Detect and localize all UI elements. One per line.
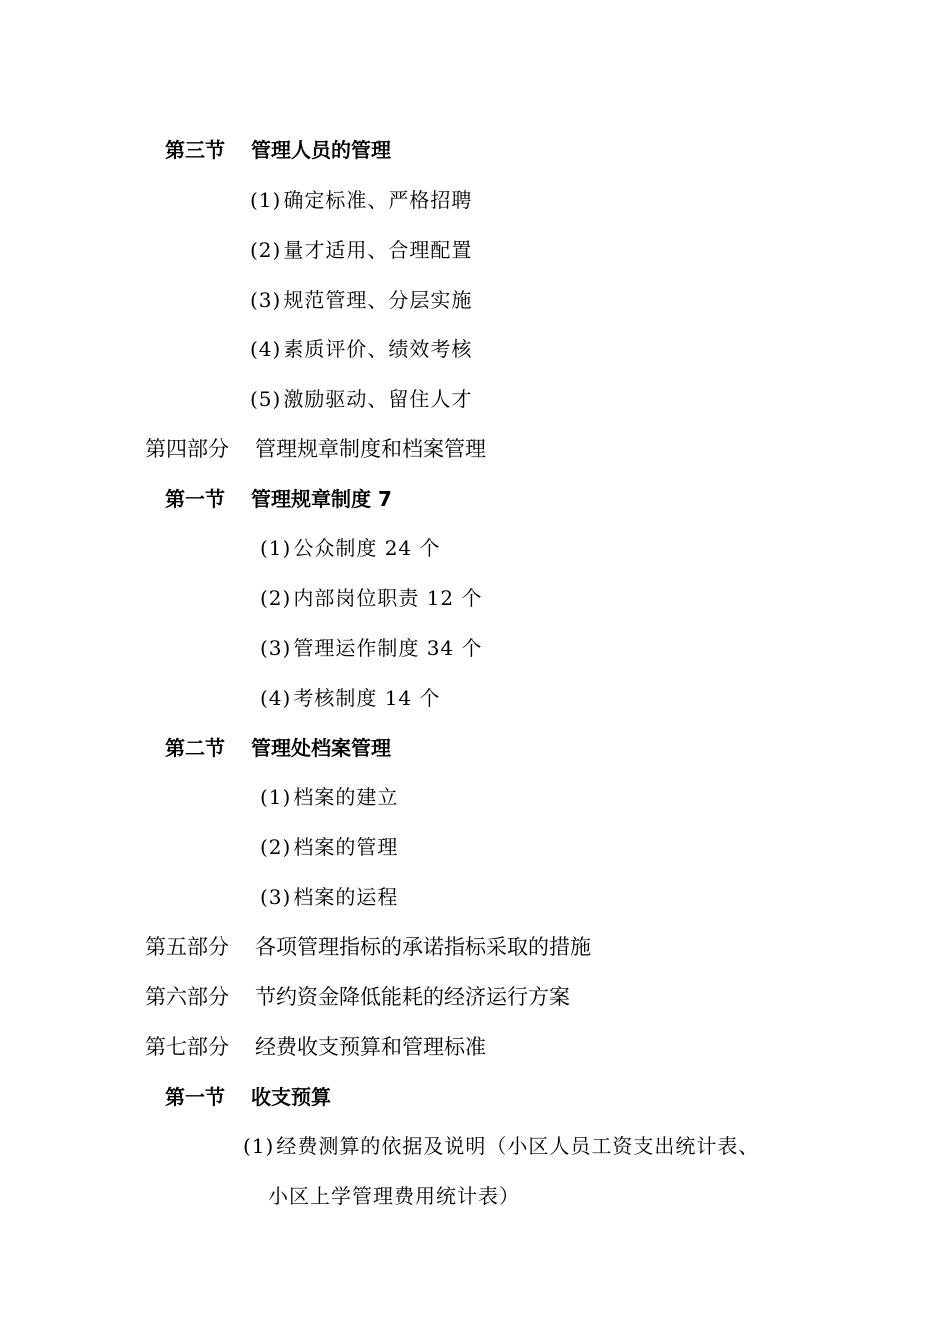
part-number: 第四部分 bbox=[145, 437, 229, 461]
item-text: 素质评价、绩效考核 bbox=[283, 337, 473, 361]
list-item bbox=[250, 339, 472, 359]
part-heading bbox=[145, 439, 486, 460]
list-item bbox=[243, 1136, 759, 1156]
item-number: (1) bbox=[260, 785, 292, 809]
list-item bbox=[260, 887, 398, 907]
section-title: 管理规章制度 7 bbox=[251, 487, 392, 511]
list-item-continuation bbox=[268, 1186, 520, 1206]
item-text: 考核制度 14 个 bbox=[293, 686, 441, 710]
list-item bbox=[260, 688, 441, 708]
item-number: (1) bbox=[260, 536, 292, 560]
section-number: 第二节 bbox=[165, 736, 225, 760]
item-number: (3) bbox=[260, 885, 292, 909]
part-heading bbox=[145, 987, 570, 1008]
section-number: 第一节 bbox=[165, 487, 225, 511]
item-number: (1) bbox=[243, 1134, 275, 1158]
section-number: 第三节 bbox=[165, 138, 225, 162]
list-item bbox=[250, 190, 472, 210]
section-heading bbox=[165, 738, 391, 758]
item-number: (3) bbox=[250, 288, 282, 312]
item-number: (3) bbox=[260, 636, 292, 660]
item-number: (4) bbox=[260, 686, 292, 710]
item-number: (2) bbox=[260, 586, 292, 610]
item-text: 档案的建立 bbox=[293, 785, 399, 809]
item-text: 档案的管理 bbox=[293, 835, 399, 859]
item-number: (4) bbox=[250, 337, 282, 361]
list-item bbox=[260, 538, 441, 558]
part-heading bbox=[145, 937, 591, 958]
list-item bbox=[260, 787, 398, 807]
list-item bbox=[250, 389, 472, 409]
item-text: 经费测算的依据及说明（小区人员工资支出统计表、 bbox=[276, 1134, 760, 1158]
section-title: 收支预算 bbox=[251, 1085, 331, 1109]
list-item bbox=[260, 837, 398, 857]
item-text: 档案的运程 bbox=[293, 885, 399, 909]
item-number: (5) bbox=[250, 387, 282, 411]
item-number: (2) bbox=[250, 238, 282, 262]
section-number: 第一节 bbox=[165, 1085, 225, 1109]
section-heading bbox=[165, 1087, 331, 1107]
list-item bbox=[250, 290, 472, 310]
item-text: 小区上学管理费用统计表） bbox=[268, 1184, 520, 1208]
item-number: (2) bbox=[260, 835, 292, 859]
item-number: (1) bbox=[250, 188, 282, 212]
list-item bbox=[260, 638, 483, 658]
item-text: 激励驱动、留住人才 bbox=[283, 387, 473, 411]
item-text: 量才适用、合理配置 bbox=[283, 238, 473, 262]
part-title: 各项管理指标的承诺指标采取的措施 bbox=[255, 935, 591, 959]
item-text: 内部岗位职责 12 个 bbox=[293, 586, 483, 610]
part-heading bbox=[145, 1037, 486, 1058]
list-item bbox=[260, 588, 483, 608]
list-item bbox=[250, 240, 472, 260]
part-number: 第六部分 bbox=[145, 985, 229, 1009]
part-title: 管理规章制度和档案管理 bbox=[255, 437, 486, 461]
item-text: 规范管理、分层实施 bbox=[283, 288, 473, 312]
part-title: 经费收支预算和管理标准 bbox=[255, 1035, 486, 1059]
section-title: 管理人员的管理 bbox=[251, 138, 391, 162]
part-number: 第五部分 bbox=[145, 935, 229, 959]
item-text: 公众制度 24 个 bbox=[293, 536, 441, 560]
item-text: 管理运作制度 34 个 bbox=[293, 636, 483, 660]
section-title: 管理处档案管理 bbox=[251, 736, 391, 760]
part-number: 第七部分 bbox=[145, 1035, 229, 1059]
section-heading bbox=[165, 140, 391, 160]
section-heading bbox=[165, 489, 392, 509]
part-title: 节约资金降低能耗的经济运行方案 bbox=[255, 985, 570, 1009]
item-text: 确定标准、严格招聘 bbox=[283, 188, 473, 212]
